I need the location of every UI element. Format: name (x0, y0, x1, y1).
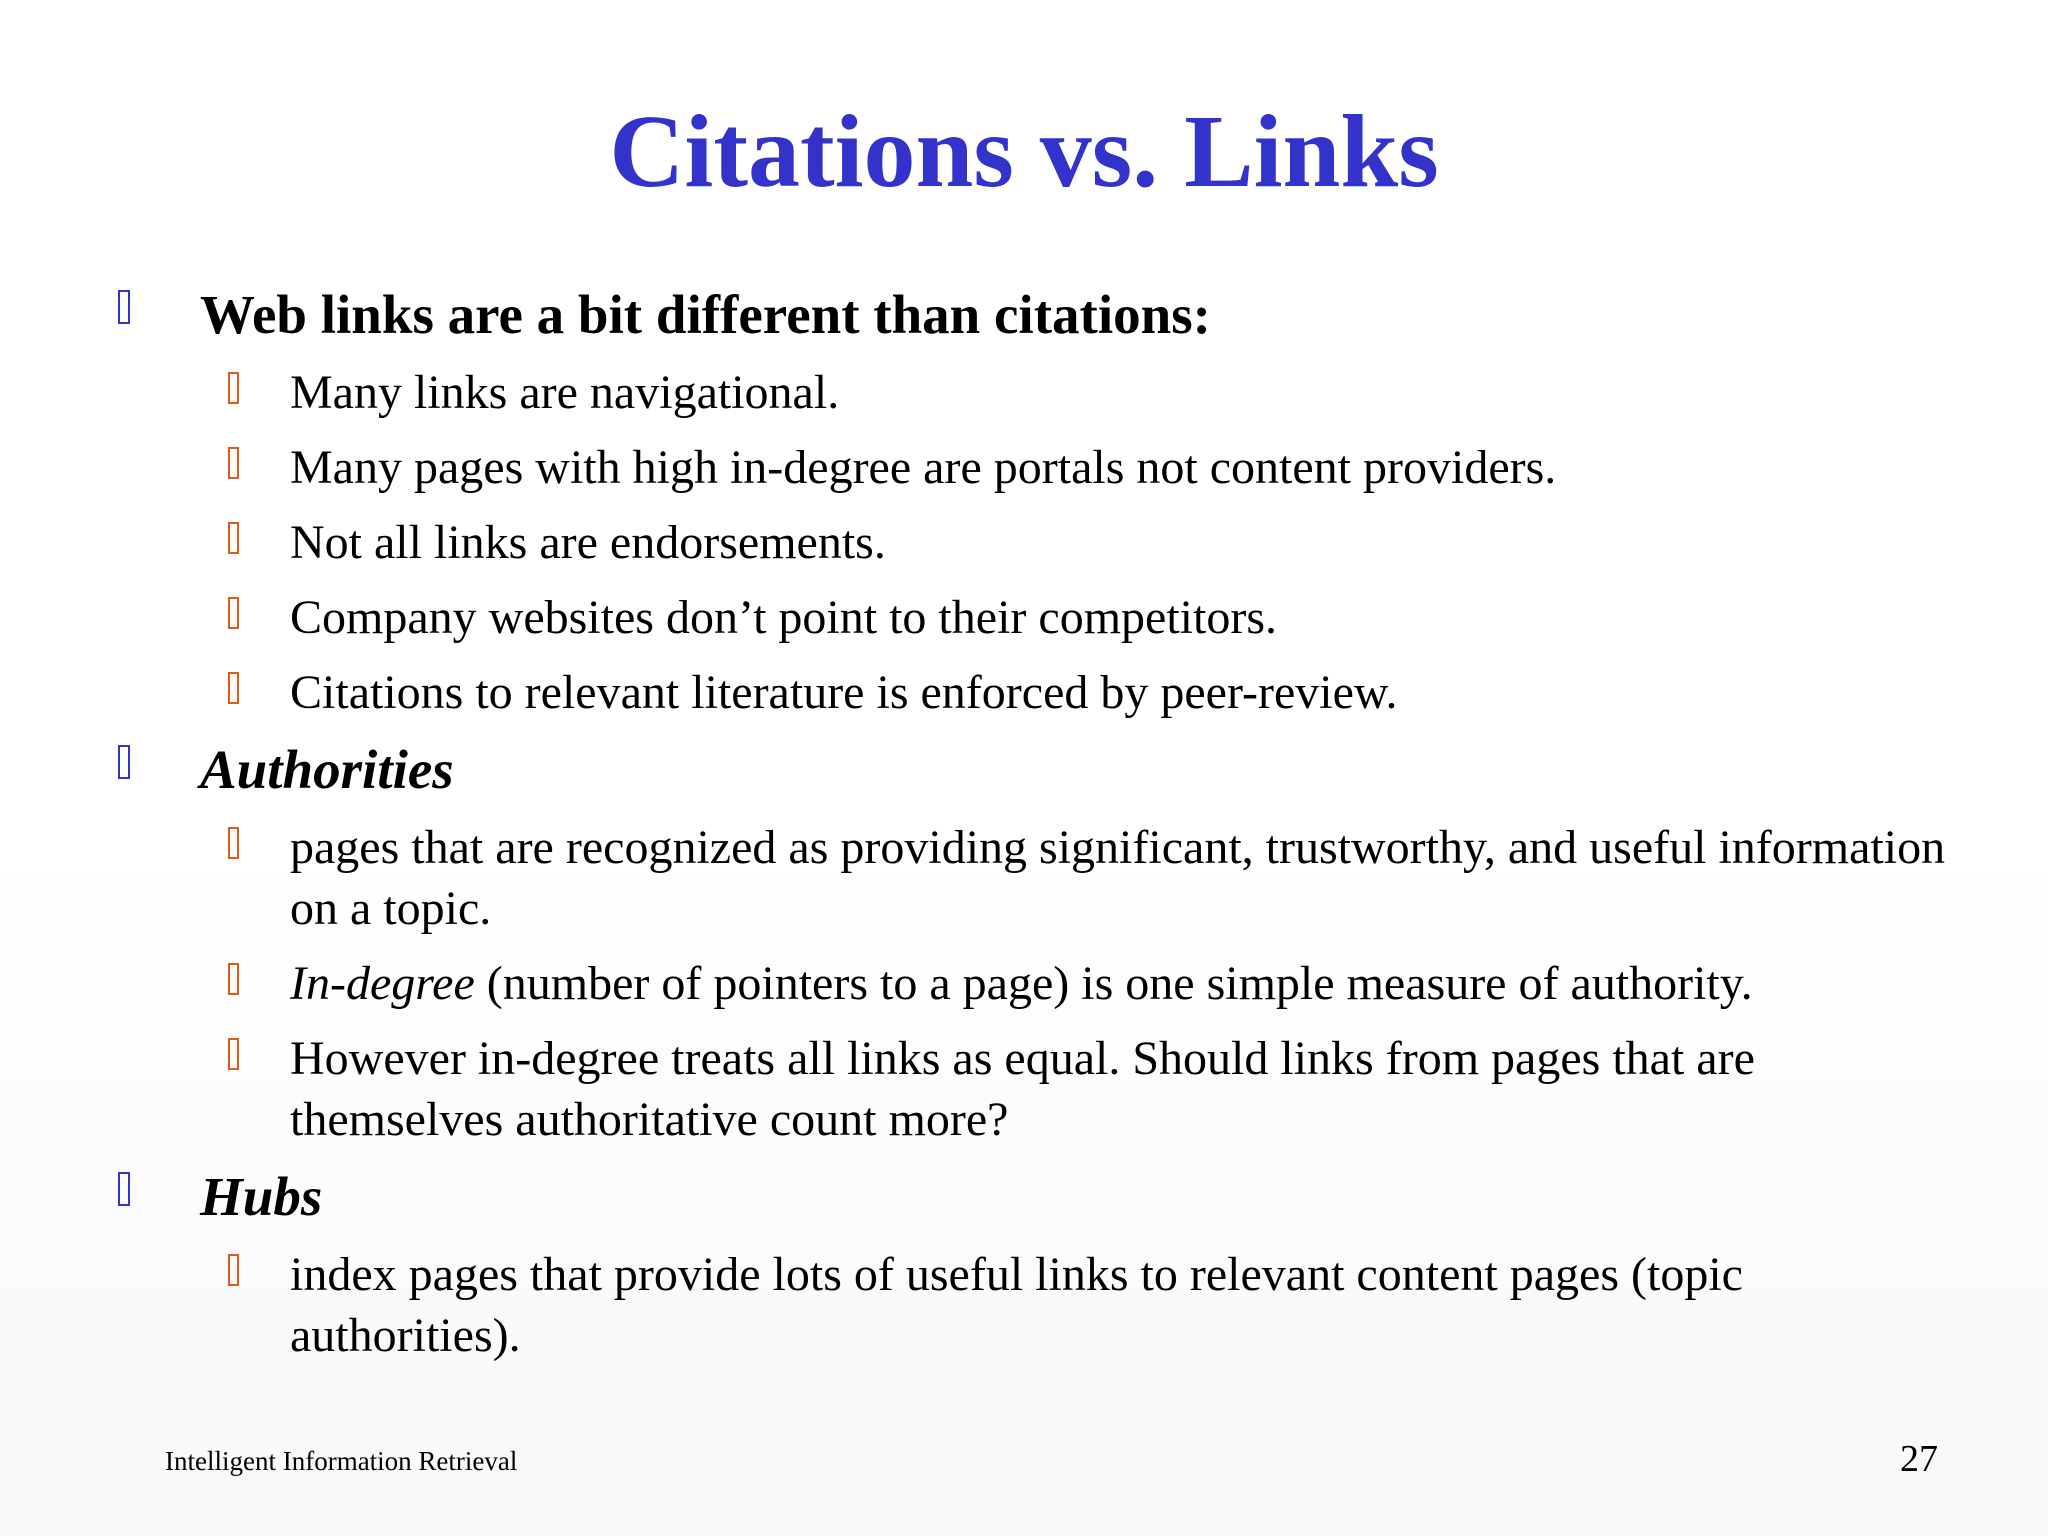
square-bullet-icon (228, 522, 239, 554)
square-bullet-icon (118, 290, 130, 324)
sub-bullet-text: (number of pointers to a page) is one simple measure of authority. (474, 957, 1753, 1010)
square-bullet-icon (228, 447, 239, 479)
sub-bullet-text: index pages that provide lots of useful links to relevant content pages (topic authorities). (290, 1248, 1743, 1362)
slide-body (118, 268, 1948, 1366)
square-bullet-icon (118, 745, 130, 779)
sub-bullet-text: pages that are recognized as providing significant, trustworthy, and useful information on a topic. (290, 821, 1946, 935)
sub-bullet-text: Many links are navigational. (290, 366, 840, 419)
square-bullet-icon (228, 827, 239, 859)
footer-course-name: Intelligent Information Retrieval (165, 1446, 518, 1476)
square-bullet-icon (228, 963, 239, 995)
sub-bullet-text: Citations to relevant literature is enforced by peer-review. (290, 666, 1398, 719)
sub-bullet (118, 437, 1948, 498)
sub-bullet-emphasis: In-degree (290, 957, 475, 1010)
bullet-hubs (118, 1164, 1948, 1230)
bullet-authorities (118, 737, 1948, 803)
sub-bullet-text: Not all links are endorsements. (290, 516, 886, 569)
bullet-web-links (118, 282, 1948, 348)
sub-bullet (118, 953, 1948, 1014)
sub-bullet (118, 1028, 1948, 1150)
square-bullet-icon (228, 1254, 239, 1286)
sub-bullet (118, 1244, 1948, 1366)
bullet-text: Hubs (200, 1166, 323, 1227)
sub-bullet (118, 362, 1948, 423)
sub-bullet (118, 662, 1948, 723)
square-bullet-icon (228, 372, 239, 404)
sub-bullet-text: Company websites don’t point to their competitors. (290, 591, 1277, 644)
sub-bullet-text: Many pages with high in-degree are portals not content providers. (290, 441, 1557, 494)
square-bullet-icon (118, 1172, 130, 1206)
sub-bullet (118, 587, 1948, 648)
square-bullet-icon (228, 672, 239, 704)
sub-bullet (118, 512, 1948, 573)
footer-page-number: 27 (1900, 1438, 1938, 1480)
sub-bullet-text: However in-degree treats all links as equal. Should links from pages that are themselves authoritative count more? (290, 1032, 1755, 1146)
slide-title: Citations vs. Links (609, 94, 1439, 209)
sub-bullet (118, 817, 1948, 939)
square-bullet-icon (228, 597, 239, 629)
square-bullet-icon (228, 1038, 239, 1070)
bullet-text: Authorities (200, 739, 454, 800)
bullet-text: Web links are a bit different than citations: (200, 284, 1211, 345)
